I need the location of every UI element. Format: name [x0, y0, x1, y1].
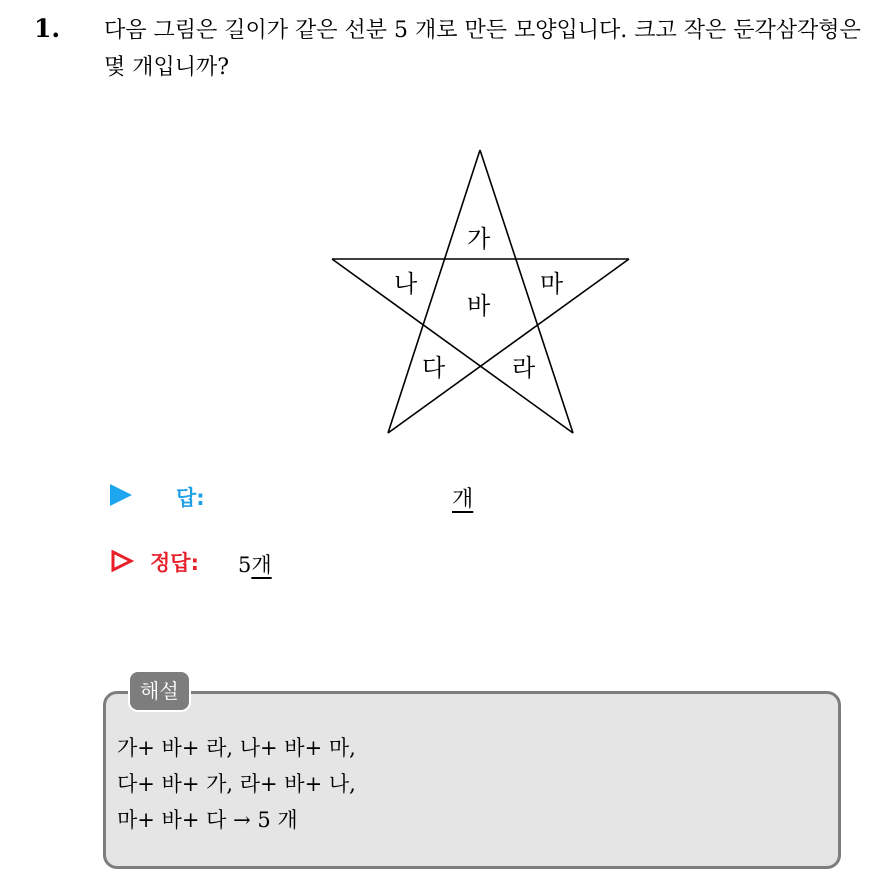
- region-label-right: 마: [540, 270, 564, 298]
- star-segment: [332, 259, 573, 433]
- region-label-bottom-right: 라: [512, 354, 536, 382]
- solution-content: [117, 730, 356, 838]
- region-label-left: 나: [394, 270, 418, 298]
- answer-row: [110, 482, 610, 518]
- question-number: 1.: [34, 14, 61, 43]
- region-label-top: 가: [467, 225, 491, 253]
- play-arrow-icon: [110, 484, 132, 506]
- star-figure: [320, 140, 640, 440]
- pentagram-svg: [320, 140, 640, 440]
- question-text: 다음 그림은 길이가 같은 선분 5 개로 만든 모양입니다. 크고 작은 둔각삼각형은 몇 개입니까?: [104, 18, 861, 80]
- solution-line: 다+ 바+ 가, 라+ 바+ 나,: [117, 772, 356, 796]
- correct-answer-number: 5: [238, 553, 252, 577]
- answer-label: 답:: [176, 486, 205, 510]
- correct-answer-label: 정답:: [150, 551, 199, 575]
- solution-line: 마+ 바+ 다 → 5 개: [117, 808, 298, 832]
- correct-answer-unit: 개: [251, 553, 272, 577]
- star-segment: [388, 259, 629, 433]
- solution-line: 가+ 바+ 라, 나+ 바+ 마,: [117, 736, 356, 760]
- correct-answer-row: [110, 547, 610, 583]
- outline-play-arrow-icon: [110, 549, 134, 573]
- answer-blank[interactable]: 개: [452, 487, 474, 512]
- solution-tab: 해설: [128, 670, 191, 712]
- region-label-center: 바: [467, 292, 491, 320]
- correct-answer-value: [238, 549, 272, 579]
- region-label-bottom-left: 다: [422, 354, 446, 382]
